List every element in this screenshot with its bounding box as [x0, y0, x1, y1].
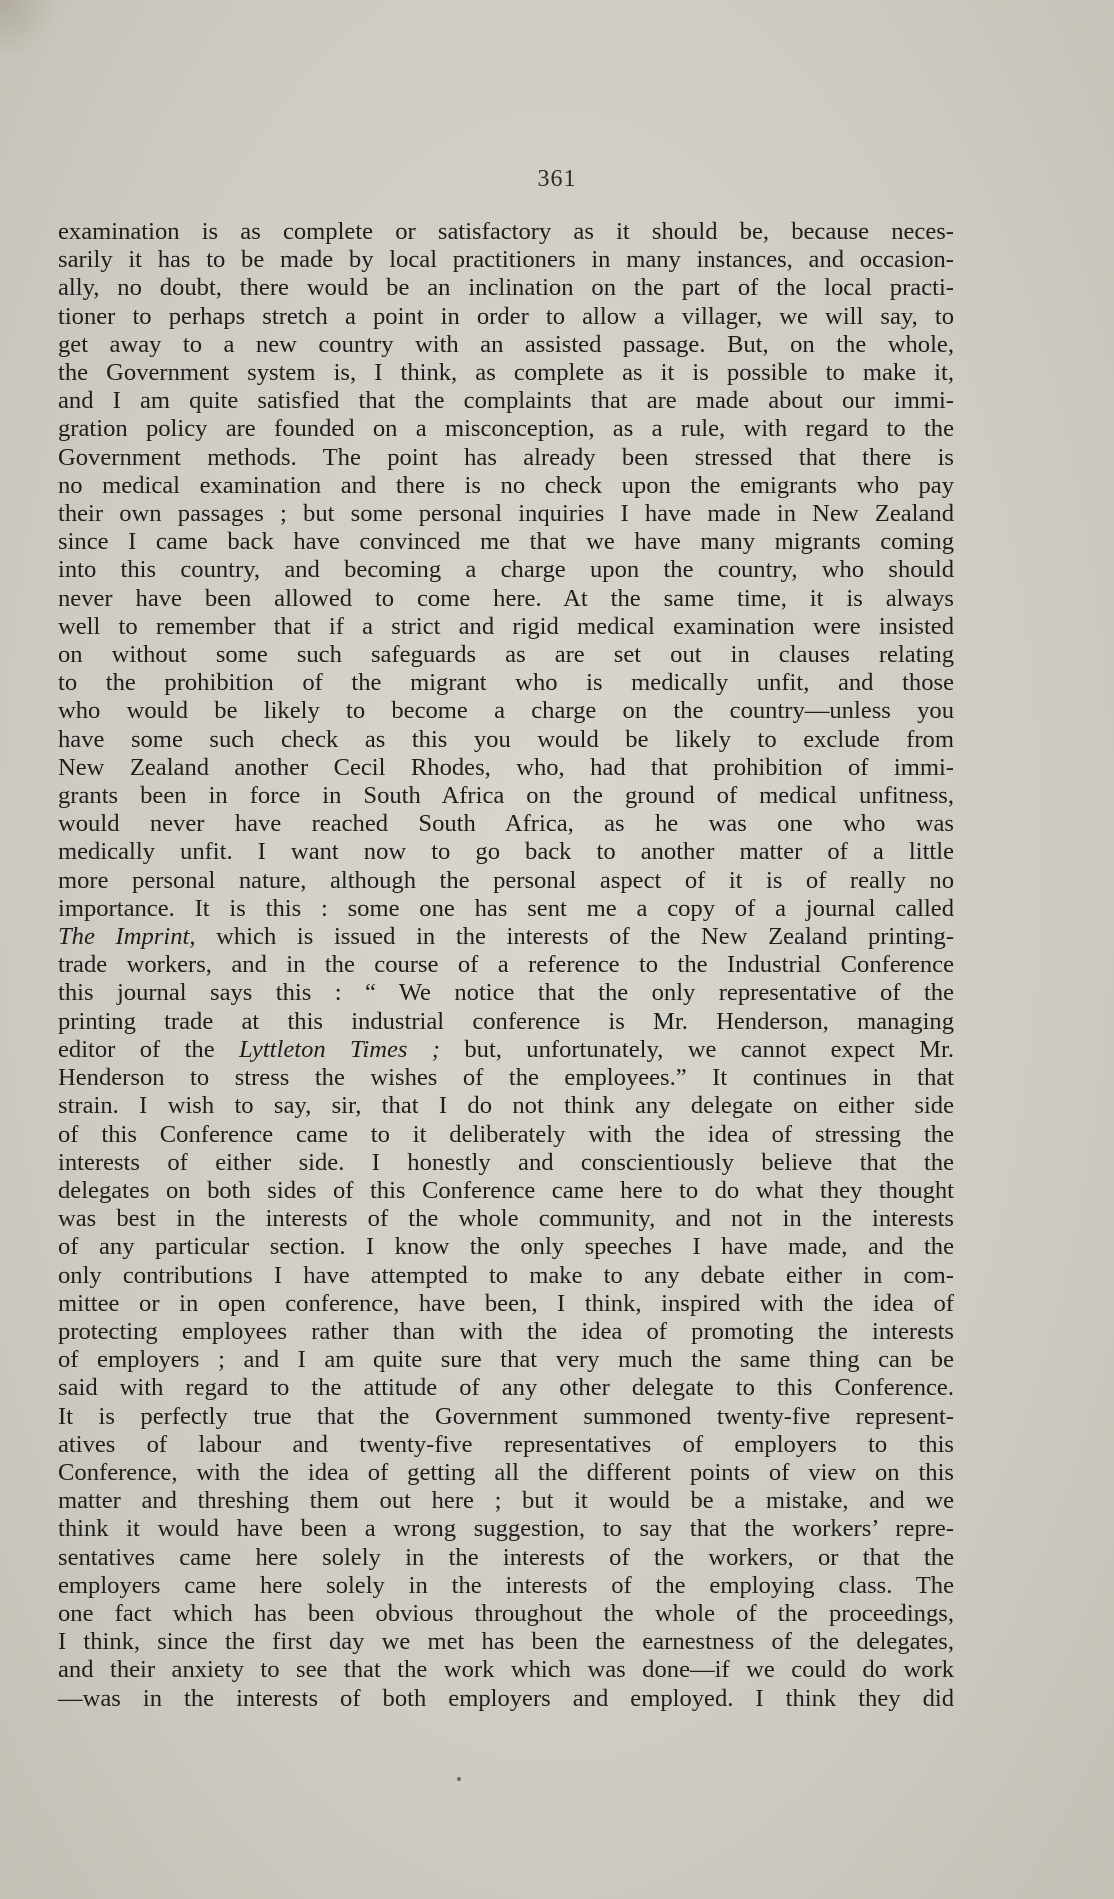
text-line: medically unfit. I want now to go back to another matter of a little: [58, 838, 954, 866]
text-line: [58, 923, 954, 951]
page-corner-shadow: [0, 0, 60, 60]
text-line: [58, 1036, 954, 1064]
text-line: their own passages ; but some personal inquiries I have made in New Zealand: [58, 500, 954, 528]
text-line: delegates on both sides of this Conference came here to do what they thought: [58, 1176, 954, 1204]
print-speck: [457, 1777, 461, 1781]
newspaper-title-lyttleton-times: Lyttleton Times ;: [238, 1035, 440, 1063]
text-line: —was in the interests of both employers and employed. I think they did: [58, 1684, 954, 1712]
text-line: trade workers, and in the course of a reference to the Industrial Conference: [58, 951, 954, 979]
text-line-rest: but, unfortunately, we cannot expect Mr.: [440, 1035, 955, 1063]
text-line: would never have reached South Africa, as he was one who was: [58, 810, 954, 838]
text-line: Henderson to stress the wishes of the employees.” It continues in that: [58, 1064, 954, 1092]
text-line: I think, since the first day we met has been the earnestness of the delegates,: [58, 1628, 954, 1656]
text-line: only contributions I have attempted to make to any debate either in com-: [58, 1261, 954, 1289]
text-line: protecting employees rather than with the idea of promoting the interests: [58, 1317, 954, 1345]
text-line: think it would have been a wrong suggestion, to say that the workers’ repre-: [58, 1515, 954, 1543]
text-line: said with regard to the attitude of any other delegate to this Conference.: [58, 1374, 954, 1402]
text-line: matter and threshing them out here ; but it would be a mistake, and we: [58, 1487, 954, 1515]
text-line: importance. It is this : some one has sent me a copy of a journal called: [58, 894, 954, 922]
journal-title-imprint: The Imprint,: [58, 923, 196, 951]
text-line-rest: which is issued in the interests of the New Zealand printing-: [195, 923, 955, 951]
body-paragraph: [58, 218, 954, 1713]
text-line: and their anxiety to see that the work which was done—if we could do work: [58, 1656, 954, 1684]
text-line: of any particular section. I know the only speeches I have made, and the: [58, 1233, 954, 1261]
page-number: 361: [537, 166, 577, 192]
text-line: tioner to perhaps stretch a point in order to allow a villager, we will say, to: [58, 302, 954, 330]
text-line: have some such check as this you would be likely to exclude from: [58, 725, 954, 753]
text-line: no medical examination and there is no check upon the emigrants who pay: [58, 471, 954, 499]
text-line: interests of either side. I honestly and conscientiously believe that the: [58, 1148, 954, 1176]
text-line: well to remember that if a strict and rigid medical examination were insisted: [58, 612, 954, 640]
text-line: gration policy are founded on a misconception, as a rule, with regard to the: [58, 415, 954, 443]
text-line: this journal says this : “ We notice that the only representative of the: [58, 979, 954, 1007]
text-line: since I came back have convinced me that we have many migrants coming: [58, 528, 954, 556]
text-line: atives of labour and twenty-five representatives of employers to this: [58, 1430, 954, 1458]
text-line: printing trade at this industrial conference is Mr. Henderson, managing: [58, 1007, 954, 1035]
text-line: one fact which has been obvious throughout the whole of the proceedings,: [58, 1599, 954, 1627]
text-line: never have been allowed to come here. At the same time, it is always: [58, 584, 954, 612]
text-line: into this country, and becoming a charge upon the country, who should: [58, 556, 954, 584]
text-line: of employers ; and I am quite sure that very much the same thing can be: [58, 1346, 954, 1374]
text-line: strain. I wish to say, sir, that I do not think any delegate on either side: [58, 1092, 954, 1120]
text-line: sarily it has to be made by local practitioners in many instances, and occasion-: [58, 246, 954, 274]
text-line: employers came here solely in the interests of the employing class. The: [58, 1571, 954, 1599]
text-line: and I am quite satisfied that the complaints that are made about our immi-: [58, 387, 954, 415]
text-line: New Zealand another Cecil Rhodes, who, had that prohibition of immi-: [58, 753, 954, 781]
text-line: more personal nature, although the personal aspect of it is of really no: [58, 866, 954, 894]
text-line: sentatives came here solely in the interests of the workers, or that the: [58, 1543, 954, 1571]
text-line: Conference, with the idea of getting all the different points of view on this: [58, 1458, 954, 1486]
text-line: to the prohibition of the migrant who is medically unfit, and those: [58, 669, 954, 697]
text-line: was best in the interests of the whole community, and not in the interests: [58, 1205, 954, 1233]
text-line: of this Conference came to it deliberately with the idea of stressing the: [58, 1120, 954, 1148]
text-line: examination is as complete or satisfactory as it should be, because neces-: [58, 218, 954, 245]
text-line: mittee or in open conference, have been, I think, inspired with the idea of: [58, 1289, 954, 1317]
text-line: on without some such safeguards as are set out in clauses relating: [58, 641, 954, 669]
text-line: It is perfectly true that the Government summoned twenty-five represent-: [58, 1402, 954, 1430]
text-line: ally, no doubt, there would be an inclination on the part of the local practi-: [58, 274, 954, 302]
text-line: get away to a new country with an assisted passage. But, on the whole,: [58, 330, 954, 358]
text-line: who would be likely to become a charge on the country—unless you: [58, 697, 954, 725]
text-line: Government methods. The point has already been stressed that there is: [58, 443, 954, 471]
text-line: the Government system is, I think, as complete as it is possible to make it,: [58, 359, 954, 387]
text-line: grants been in force in South Africa on the ground of medical unfitness,: [58, 782, 954, 810]
text-line-start: editor of the: [58, 1035, 239, 1063]
